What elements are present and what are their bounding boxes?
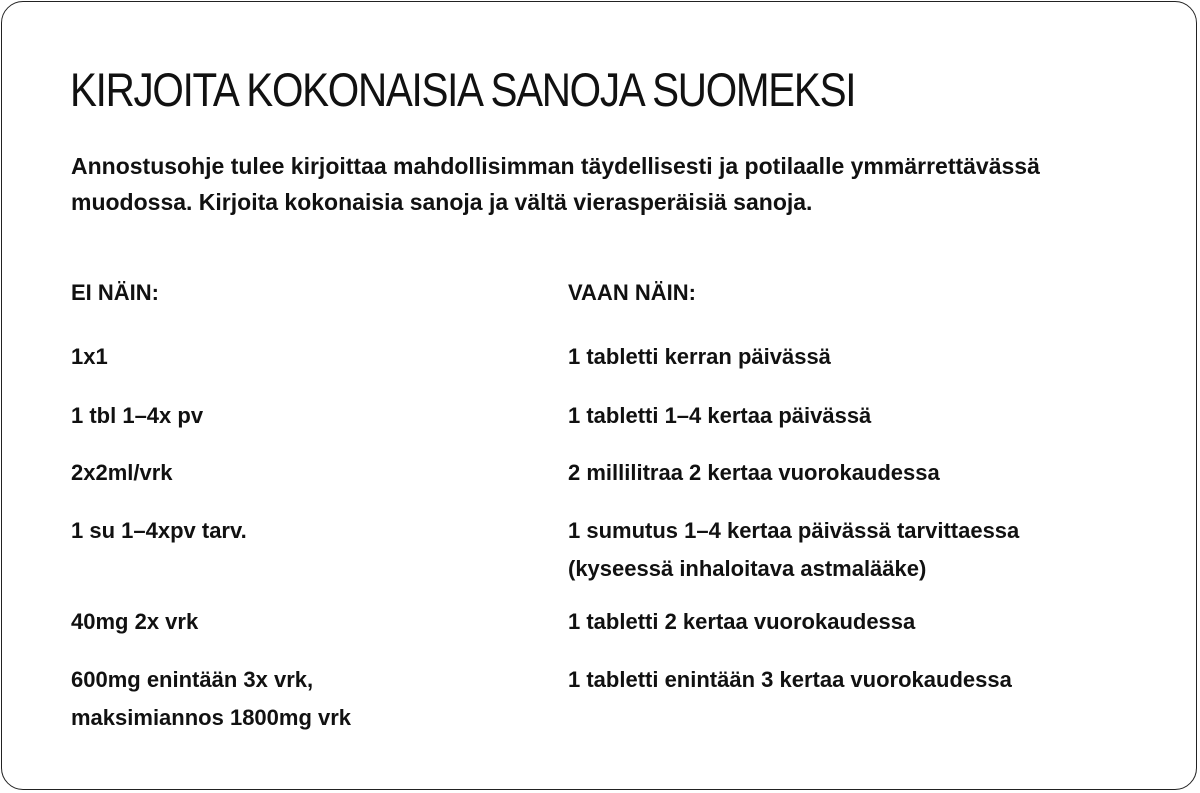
wrong-column-heading: EI NÄIN: [71, 280, 159, 305]
wrong-example-3 [71, 454, 173, 492]
right-example-2 [568, 397, 871, 435]
right-example-5-line-1: 1 tabletti 2 kertaa vuorokaudessa [568, 609, 916, 634]
wrong-example-5 [71, 603, 198, 641]
wrong-example-1 [71, 338, 108, 376]
right-example-2-line-1: 1 tabletti 1–4 kertaa päivässä [568, 403, 872, 428]
right-example-6 [568, 661, 1012, 699]
intro-line-1: Annostusohje tulee kirjoittaa mahdollisimman täydellisesti ja potilaalle ymmärrettävässä [71, 153, 1040, 179]
right-example-3 [568, 454, 940, 492]
intro-text [71, 148, 1131, 220]
wrong-example-2-line-1: 1 tbl 1–4x pv [71, 403, 204, 428]
right-example-1 [568, 338, 831, 376]
page-title: KIRJOITA KOKONAISIA SANOJA SUOMEKSI [70, 63, 856, 116]
instruction-card [1, 1, 1197, 790]
wrong-example-1-line-1: 1x1 [71, 344, 108, 369]
right-column-heading: VAAN NÄIN: [568, 280, 696, 305]
right-example-6-line-1: 1 tabletti enintään 3 kertaa vuorokaudessa [568, 667, 1012, 692]
wrong-example-6 [71, 661, 351, 737]
right-example-1-line-1: 1 tabletti kerran päivässä [568, 344, 831, 369]
intro-line-2: muodossa. Kirjoita kokonaisia sanoja ja vältä vierasperäisiä sanoja. [71, 189, 813, 215]
wrong-example-4-line-1: 1 su 1–4xpv tarv. [71, 518, 247, 543]
right-example-4-line-2: (kyseessä inhaloitava astmalääke) [568, 556, 927, 581]
wrong-example-4 [71, 512, 247, 550]
wrong-example-2 [71, 397, 203, 435]
right-example-3-line-1: 2 millilitraa 2 kertaa vuorokaudessa [568, 460, 940, 485]
wrong-example-3-line-1: 2x2ml/vrk [71, 460, 173, 485]
wrong-example-5-line-1: 40mg 2x vrk [71, 609, 199, 634]
right-example-5 [568, 603, 915, 641]
wrong-example-6-line-2: maksimiannos 1800mg vrk [71, 705, 352, 730]
right-example-4-line-1: 1 sumutus 1–4 kertaa päivässä tarvittaessa [568, 518, 1020, 543]
right-example-4 [568, 512, 1019, 588]
wrong-example-6-line-1: 600mg enintään 3x vrk, [71, 667, 314, 692]
